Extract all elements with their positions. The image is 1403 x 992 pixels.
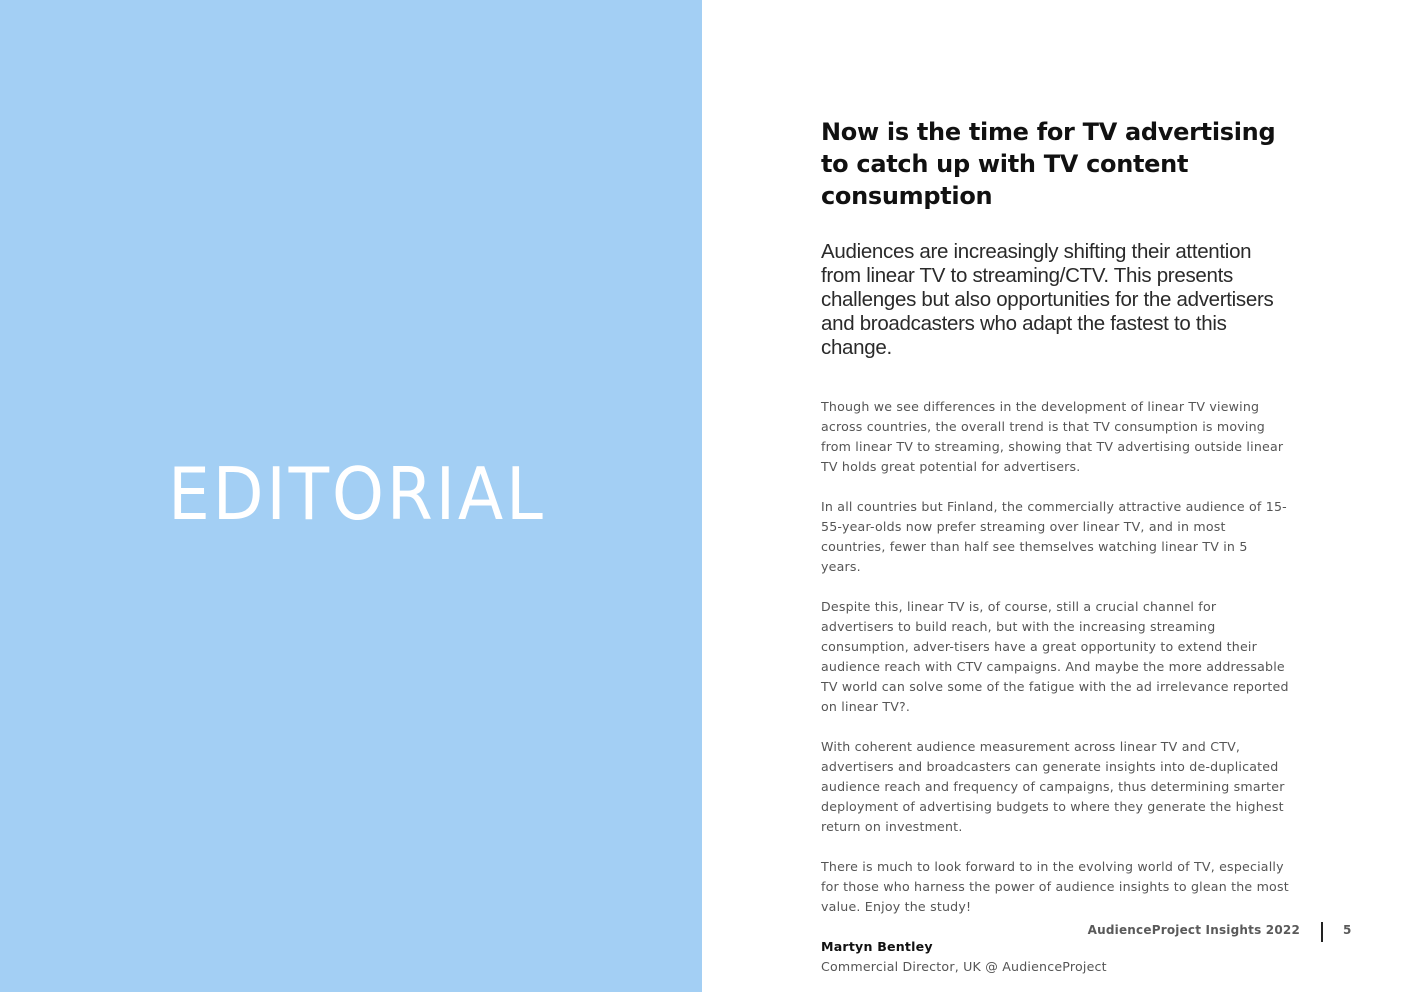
article-headline: Now is the time for TV advertising to catch up with TV content consumption (821, 118, 1276, 210)
article-lead: Audiences are increasingly shifting their attention from linear TV to streaming/CTV. This presents challenges but also opportunities for the advertisers and broadcasters who adapt the fastest to this change. (821, 240, 1274, 359)
section-title: EDITORIAL (168, 452, 546, 536)
article-paragraph-1: Though we see differences in the development of linear TV viewing across countries, the overall trend is that TV consumption is moving from linear TV to streaming, showing that TV advertising outside linear TV holds great potential for advertisers. (821, 399, 1284, 474)
article-column (821, 116, 1289, 977)
article-paragraph-3: Despite this, linear TV is, of course, still a crucial channel for advertisers to build reach, but with the increasing streaming consumption, adver-tisers have a great opportunity to extend their audience reach with CTV campaigns. And maybe the more addressable TV world can solve some of the fatigue with the ad irrelevance reported on linear TV?. (821, 599, 1289, 714)
article-paragraph-4: With coherent audience measurement across linear TV and CTV, advertisers and broadcasters can generate insights into de-duplicated audience reach and frequency of campaigns, thus determining smarter deployment of advertising budgets to where they generate the highest return on investment. (821, 739, 1285, 834)
article-paragraph-2: In all countries but Finland, the commercially attractive audience of 15-55-year-olds now prefer streaming over linear TV, and in most countries, fewer than half see themselves watching linear TV in 5 years. (821, 499, 1287, 574)
article-paragraph-5: There is much to look forward to in the evolving world of TV, especially for those who harness the power of audience insights to glean the most value. Enjoy the study! (821, 859, 1289, 914)
page-number: 5 (1343, 923, 1352, 937)
author-name: Martyn Bentley (821, 939, 933, 954)
footer-publication: AudienceProject Insights 2022 (1087, 923, 1300, 937)
footer-divider (1321, 922, 1323, 942)
author-role: Commercial Director, UK @ AudienceProject (821, 959, 1107, 974)
